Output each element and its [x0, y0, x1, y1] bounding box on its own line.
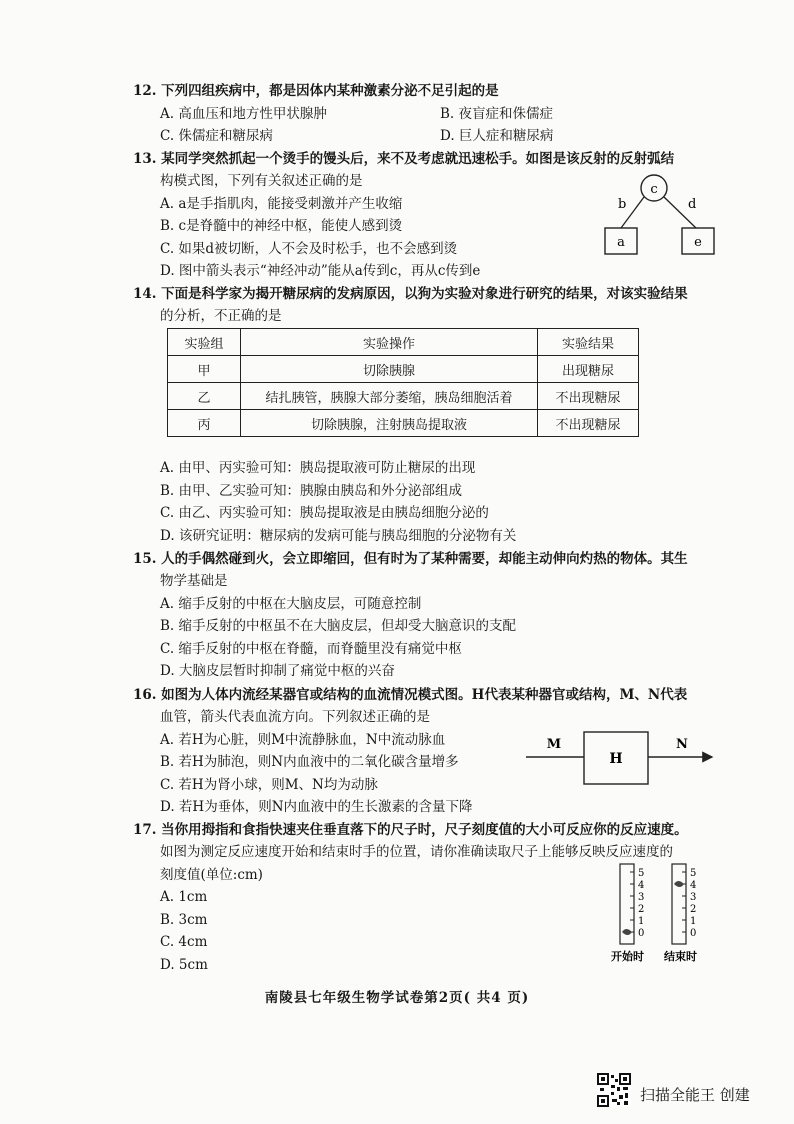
q15-option-c: C. 缩手反射的中枢在脊髓，而脊髓里没有痛觉中枢: [160, 641, 462, 657]
q12-option-b: B. 夜盲症和侏儒症: [440, 106, 554, 122]
q15-option-a: A. 缩手反射的中枢在大脑皮层，可随意控制: [160, 596, 422, 612]
ruler-end-tick: 5: [690, 868, 697, 879]
label-h: H: [609, 751, 623, 767]
table-cell: 不出现糖尿: [538, 410, 639, 437]
q16-stem-line1: 16. 如图为人体内流经某器官或结构的血流情况模式图。H代表某种器官或结构，M、N代表: [133, 687, 688, 703]
q17-option-b: B. 3cm: [160, 912, 208, 928]
q16-option-a: A. 若H为心脏，则M中流静脉血，N中流动脉血: [160, 732, 446, 748]
q12-option-d: D. 巨人症和糖尿病: [440, 128, 554, 144]
ruler-start-tick: 0: [638, 928, 645, 939]
q17-option-d: D. 5cm: [160, 957, 208, 973]
q12-option-c: C. 侏儒症和糖尿病: [160, 128, 273, 144]
table-cell: 切除胰腺: [241, 356, 538, 383]
q13-option-c: C. 如果d被切断，人不会及时松手，也不会感到烫: [160, 241, 458, 257]
ruler-end-tick: 0: [690, 928, 697, 939]
table-cell: 切除胰腺，注射胰岛提取液: [241, 410, 538, 437]
label-e: e: [694, 235, 702, 250]
q14-option-c: C. 由乙、丙实验可知：胰岛提取液是由胰岛细胞分泌的: [160, 505, 489, 521]
q14-stem-line1: 14. 下面是科学家为揭开糖尿病的发病原因，以狗为实验对象进行研究的结果，对该实验结果: [133, 286, 688, 302]
table-cell: 出现糖尿: [538, 356, 639, 383]
q12-option-a: A. 高血压和地方性甲状腺肿: [160, 106, 327, 122]
q16-stem-line2: 血管，箭头代表血流方向。下列叙述正确的是: [160, 709, 430, 725]
q15-option-d: D. 大脑皮层暂时抑制了痛觉中枢的兴奋: [160, 663, 395, 679]
qr-code-icon: [597, 1073, 631, 1107]
q16-option-c: C. 若H为肾小球，则M、N均为动脉: [160, 777, 378, 793]
table-header: 实验操作: [241, 329, 538, 356]
q15-option-b: B. 缩手反射的中枢虽不在大脑皮层，但却受大脑意识的支配: [160, 618, 517, 634]
blood-flow-diagram: [524, 728, 724, 790]
label-a: a: [617, 235, 625, 250]
table-cell: 乙: [168, 383, 241, 410]
q13-stem-line1: 13. 某同学突然抓起一个烫手的馒头后，来不及考虑就迅速松手。如图是该反射的反射弧结: [133, 151, 675, 167]
table-header: 实验组: [168, 329, 241, 356]
ruler-end-tick: 3: [690, 892, 697, 903]
q13-option-b: B. c是脊髓中的神经中枢，能使人感到烫: [160, 218, 403, 234]
table-cell: 不出现糖尿: [538, 383, 639, 410]
label-d: d: [688, 197, 697, 212]
label-m: M: [546, 737, 562, 752]
q13-stem-line2: 构模式图，下列有关叙述正确的是: [160, 173, 363, 189]
reflex-arc-diagram: [596, 168, 726, 268]
label-b: b: [618, 197, 627, 212]
label-start: 开始时: [611, 950, 644, 963]
q13-option-d: D. 图中箭头表示“神经冲动”能从a传到c，再从c传到e: [160, 263, 481, 279]
label-n: N: [676, 737, 688, 752]
q17-stem-line2: 如图为测定反应速度开始和结束时手的位置，请你准确读取尺子上能够反映反应速度的: [160, 844, 673, 860]
table-row: [168, 383, 639, 410]
table-row: [168, 410, 639, 437]
q14-option-a: A. 由甲、丙实验可知：胰岛提取液可防止糖尿的出现: [160, 460, 476, 476]
q17-stem-line1: 17. 当你用拇指和食指快速夹住垂直落下的尺子时，尺子刻度值的大小可反应你的反应速度。: [133, 822, 688, 838]
scanner-brand-text: 扫描全能王 创建: [640, 1086, 750, 1104]
ruler-start-tick: 3: [638, 892, 645, 903]
ruler-end-tick: 2: [690, 904, 697, 915]
node-c-label: c: [650, 182, 658, 197]
ruler-start-tick: 1: [638, 916, 645, 927]
table-cell: 结扎胰管，胰腺大部分萎缩，胰岛细胞活着: [241, 383, 538, 410]
q14-option-b: B. 由甲、乙实验可知：胰腺由胰岛和外分泌部组成: [160, 483, 463, 499]
q12-stem: 12. 下列四组疾病中，都是因体内某种激素分泌不足引起的是: [133, 83, 499, 99]
table-header: 实验结果: [538, 329, 639, 356]
ruler-diagram: [606, 862, 716, 964]
q13-option-a: A. a是手指肌肉，能接受刺激并产生收缩: [160, 196, 403, 212]
ruler-start-tick: 4: [638, 880, 645, 891]
table-cell: 丙: [168, 410, 241, 437]
ruler-start-tick: 5: [638, 868, 645, 879]
table-cell: 甲: [168, 356, 241, 383]
table-header-row: [168, 329, 639, 356]
q14-stem-line2: 的分析，不正确的是: [160, 308, 282, 324]
q17-stem-line3: 刻度值(单位:cm): [160, 867, 263, 883]
table-row: [168, 356, 639, 383]
experiment-table: [167, 328, 639, 437]
ruler-start-tick: 2: [638, 904, 645, 915]
q15-stem-line2: 物学基础是: [160, 573, 228, 589]
q14-option-d: D. 该研究证明：糖尿病的发病可能与胰岛细胞的分泌物有关: [160, 528, 517, 544]
hand-start: [622, 929, 632, 935]
ruler-end-tick: 1: [690, 916, 697, 927]
q15-stem-line1: 15. 人的手偶然碰到火，会立即缩回，但有时为了某种需要，却能主动伸向灼热的物体。其生: [133, 551, 688, 567]
ruler-end-tick: 4: [690, 880, 697, 891]
q17-option-a: A. 1cm: [160, 889, 208, 905]
q17-option-c: C. 4cm: [160, 934, 208, 950]
q16-option-d: D. 若H为垂体，则N内血液中的生长激素的含量下降: [160, 799, 473, 815]
page-footer: 南陵县七年级生物学试卷第2页( 共4 页): [264, 990, 530, 1006]
label-end: 结束时: [664, 950, 697, 963]
hand-end: [674, 881, 684, 887]
q16-option-b: B. 若H为肺泡，则N内血液中的二氧化碳含量增多: [160, 754, 459, 770]
